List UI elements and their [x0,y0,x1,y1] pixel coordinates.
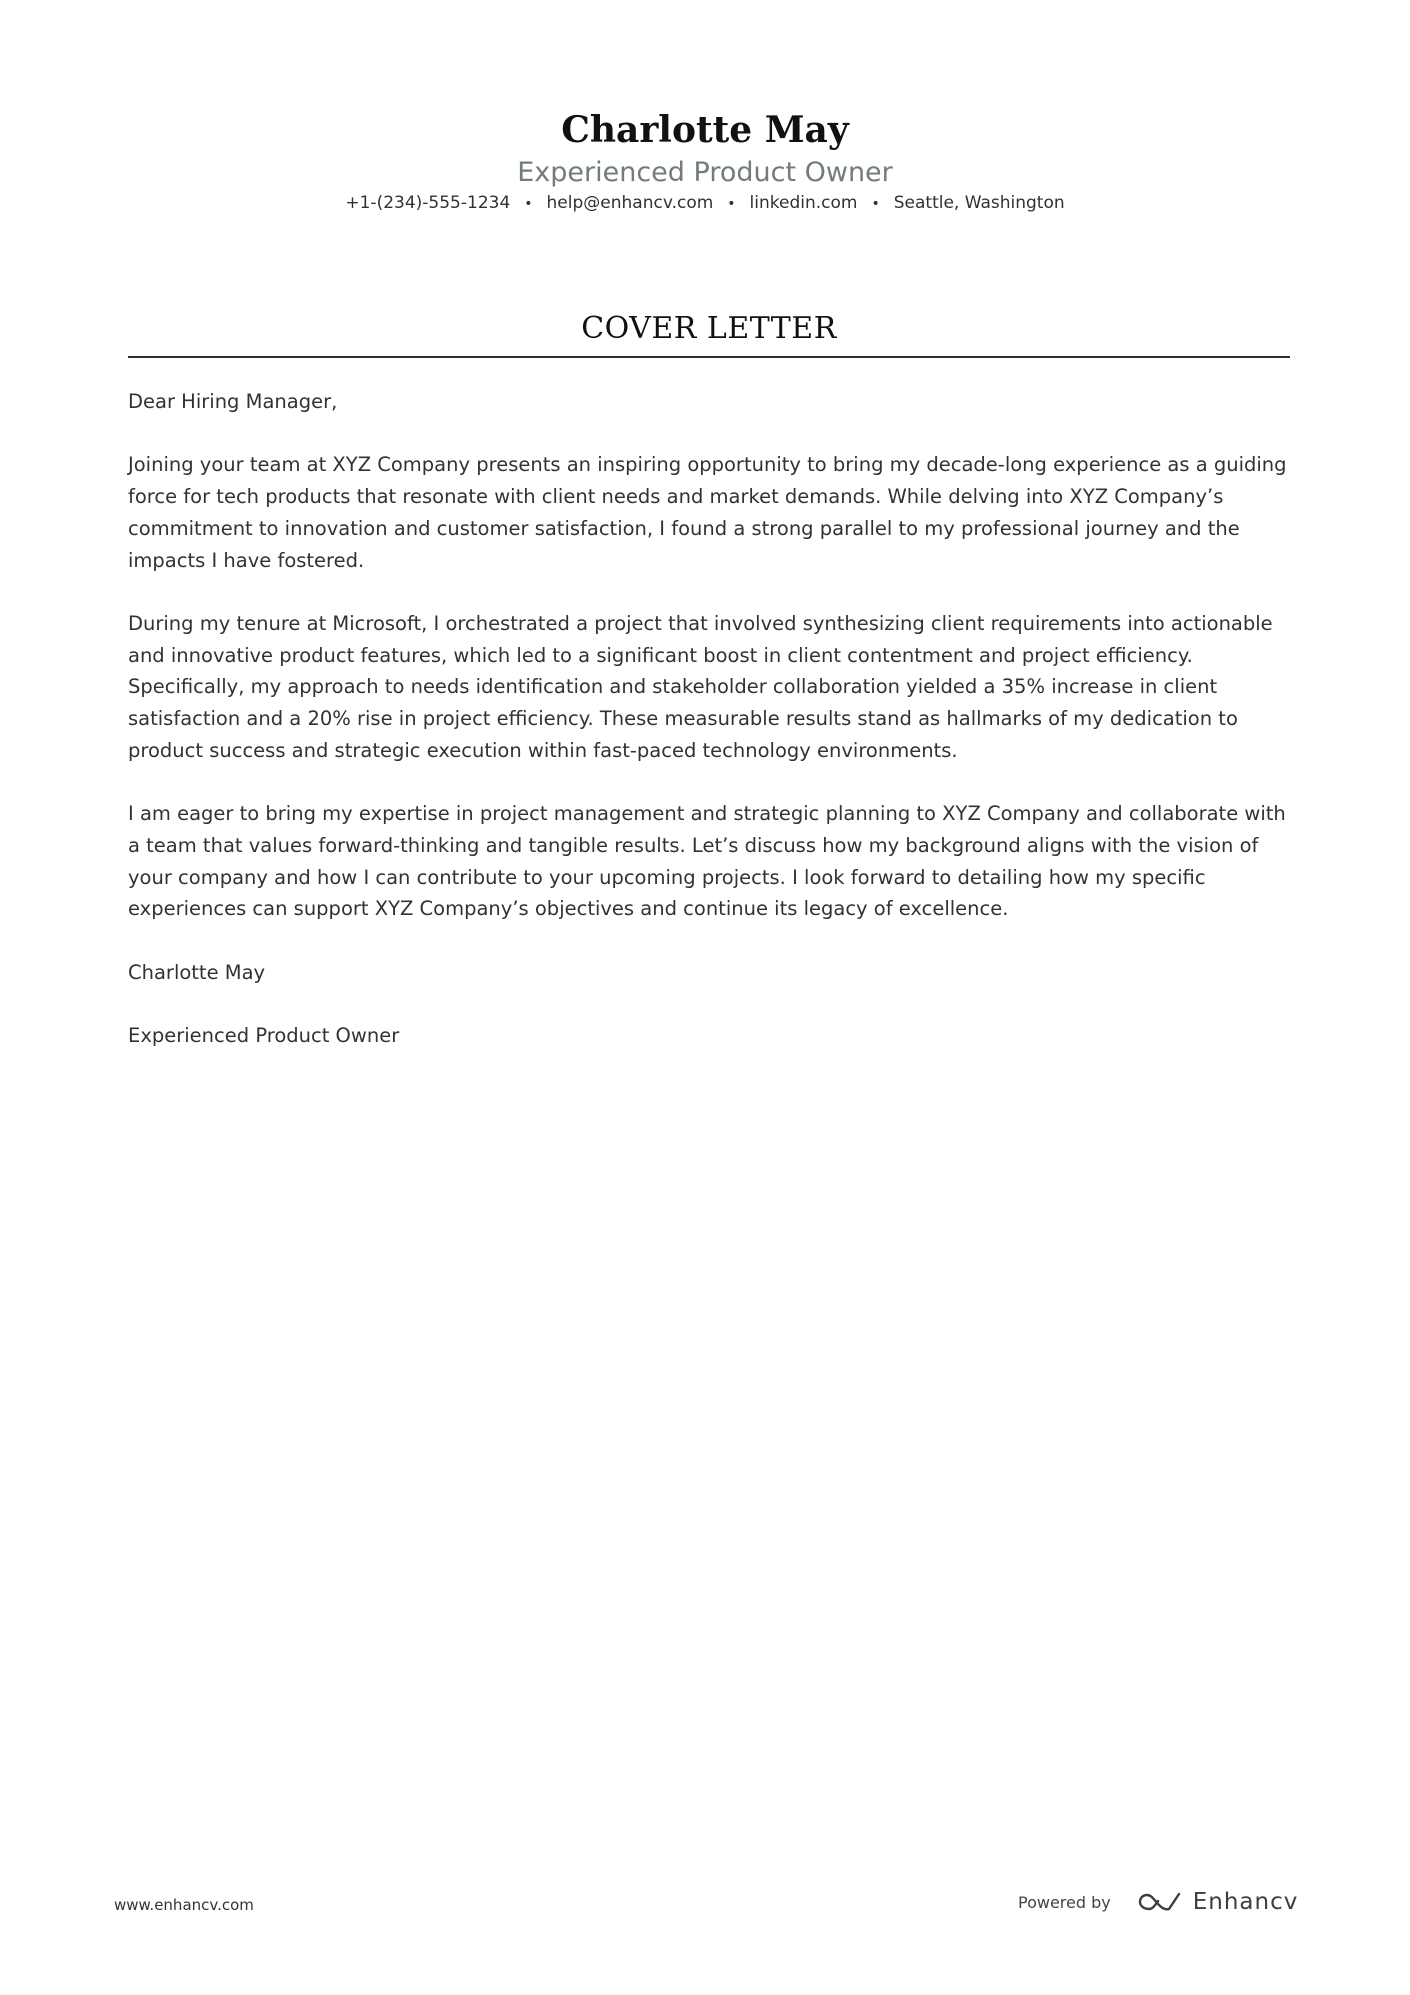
contact-line [0,192,1410,215]
enhancv-brand[interactable]: Enhancv [1192,1889,1299,1915]
letter-greeting: Dear Hiring Manager, [128,390,338,413]
contact-location: Seattle, Washington [893,193,1065,213]
letter-body [128,386,1290,1083]
footer-website[interactable]: www.enhancv.com [114,1896,254,1914]
signature-title: Experienced Product Owner [128,1023,400,1047]
letter-paragraph: Joining your team at XYZ Company presents an inspiring opportunity to bring my decade-long experience as a guiding force for tech products that resonate with client needs and market demands. While delving into XYZ Company’s commitment to innovation and customer satisfaction, I found a strong parallel to my professional journey and the impacts I have fostered. [128,453,1287,572]
resume-header [0,108,1410,215]
contact-phone: +1-(234)-555-1234 [345,193,511,213]
contact-separator: • [871,196,880,212]
candidate-name: Charlotte May [561,109,849,151]
footer-branding [1018,1889,1298,1915]
enhancv-logo-icon [1137,1889,1183,1915]
section-divider [128,356,1290,358]
signature-name: Charlotte May [128,960,266,984]
powered-by-label: Powered by [1018,1892,1111,1912]
contact-separator: • [727,196,736,212]
contact-separator: • [524,196,533,212]
letter-paragraph: During my tenure at Microsoft, I orchestrated a project that involved synthesizing client requirements into actionable and innovative product features, which led to a significant boost in client contentment and project efficiency. Specifically, my approach to needs identification and stakeholder collaboration yielded a 35% increase in client satisfaction and a 20% rise in project efficiency. These measurable results stand as hallmarks of my dedication to product success and strategic execution within fast-paced technology environments. [128,611,1273,762]
letter-paragraph: I am eager to bring my expertise in project management and strategic planning to XYZ Company and collaborate with a team that values forward-thinking and tangible results. Let’s discuss how my background aligns with the vision of your company and how I can contribute to your upcoming projects. I look forward to detailing how my specific experiences can support XYZ Company’s objectives and continue its legacy of excellence. [128,802,1286,921]
section-title: COVER LETTER [581,311,837,346]
candidate-title: Experienced Product Owner [517,157,893,188]
contact-email[interactable]: help@enhancv.com [546,193,714,213]
contact-linkedin[interactable]: linkedin.com [749,193,858,213]
